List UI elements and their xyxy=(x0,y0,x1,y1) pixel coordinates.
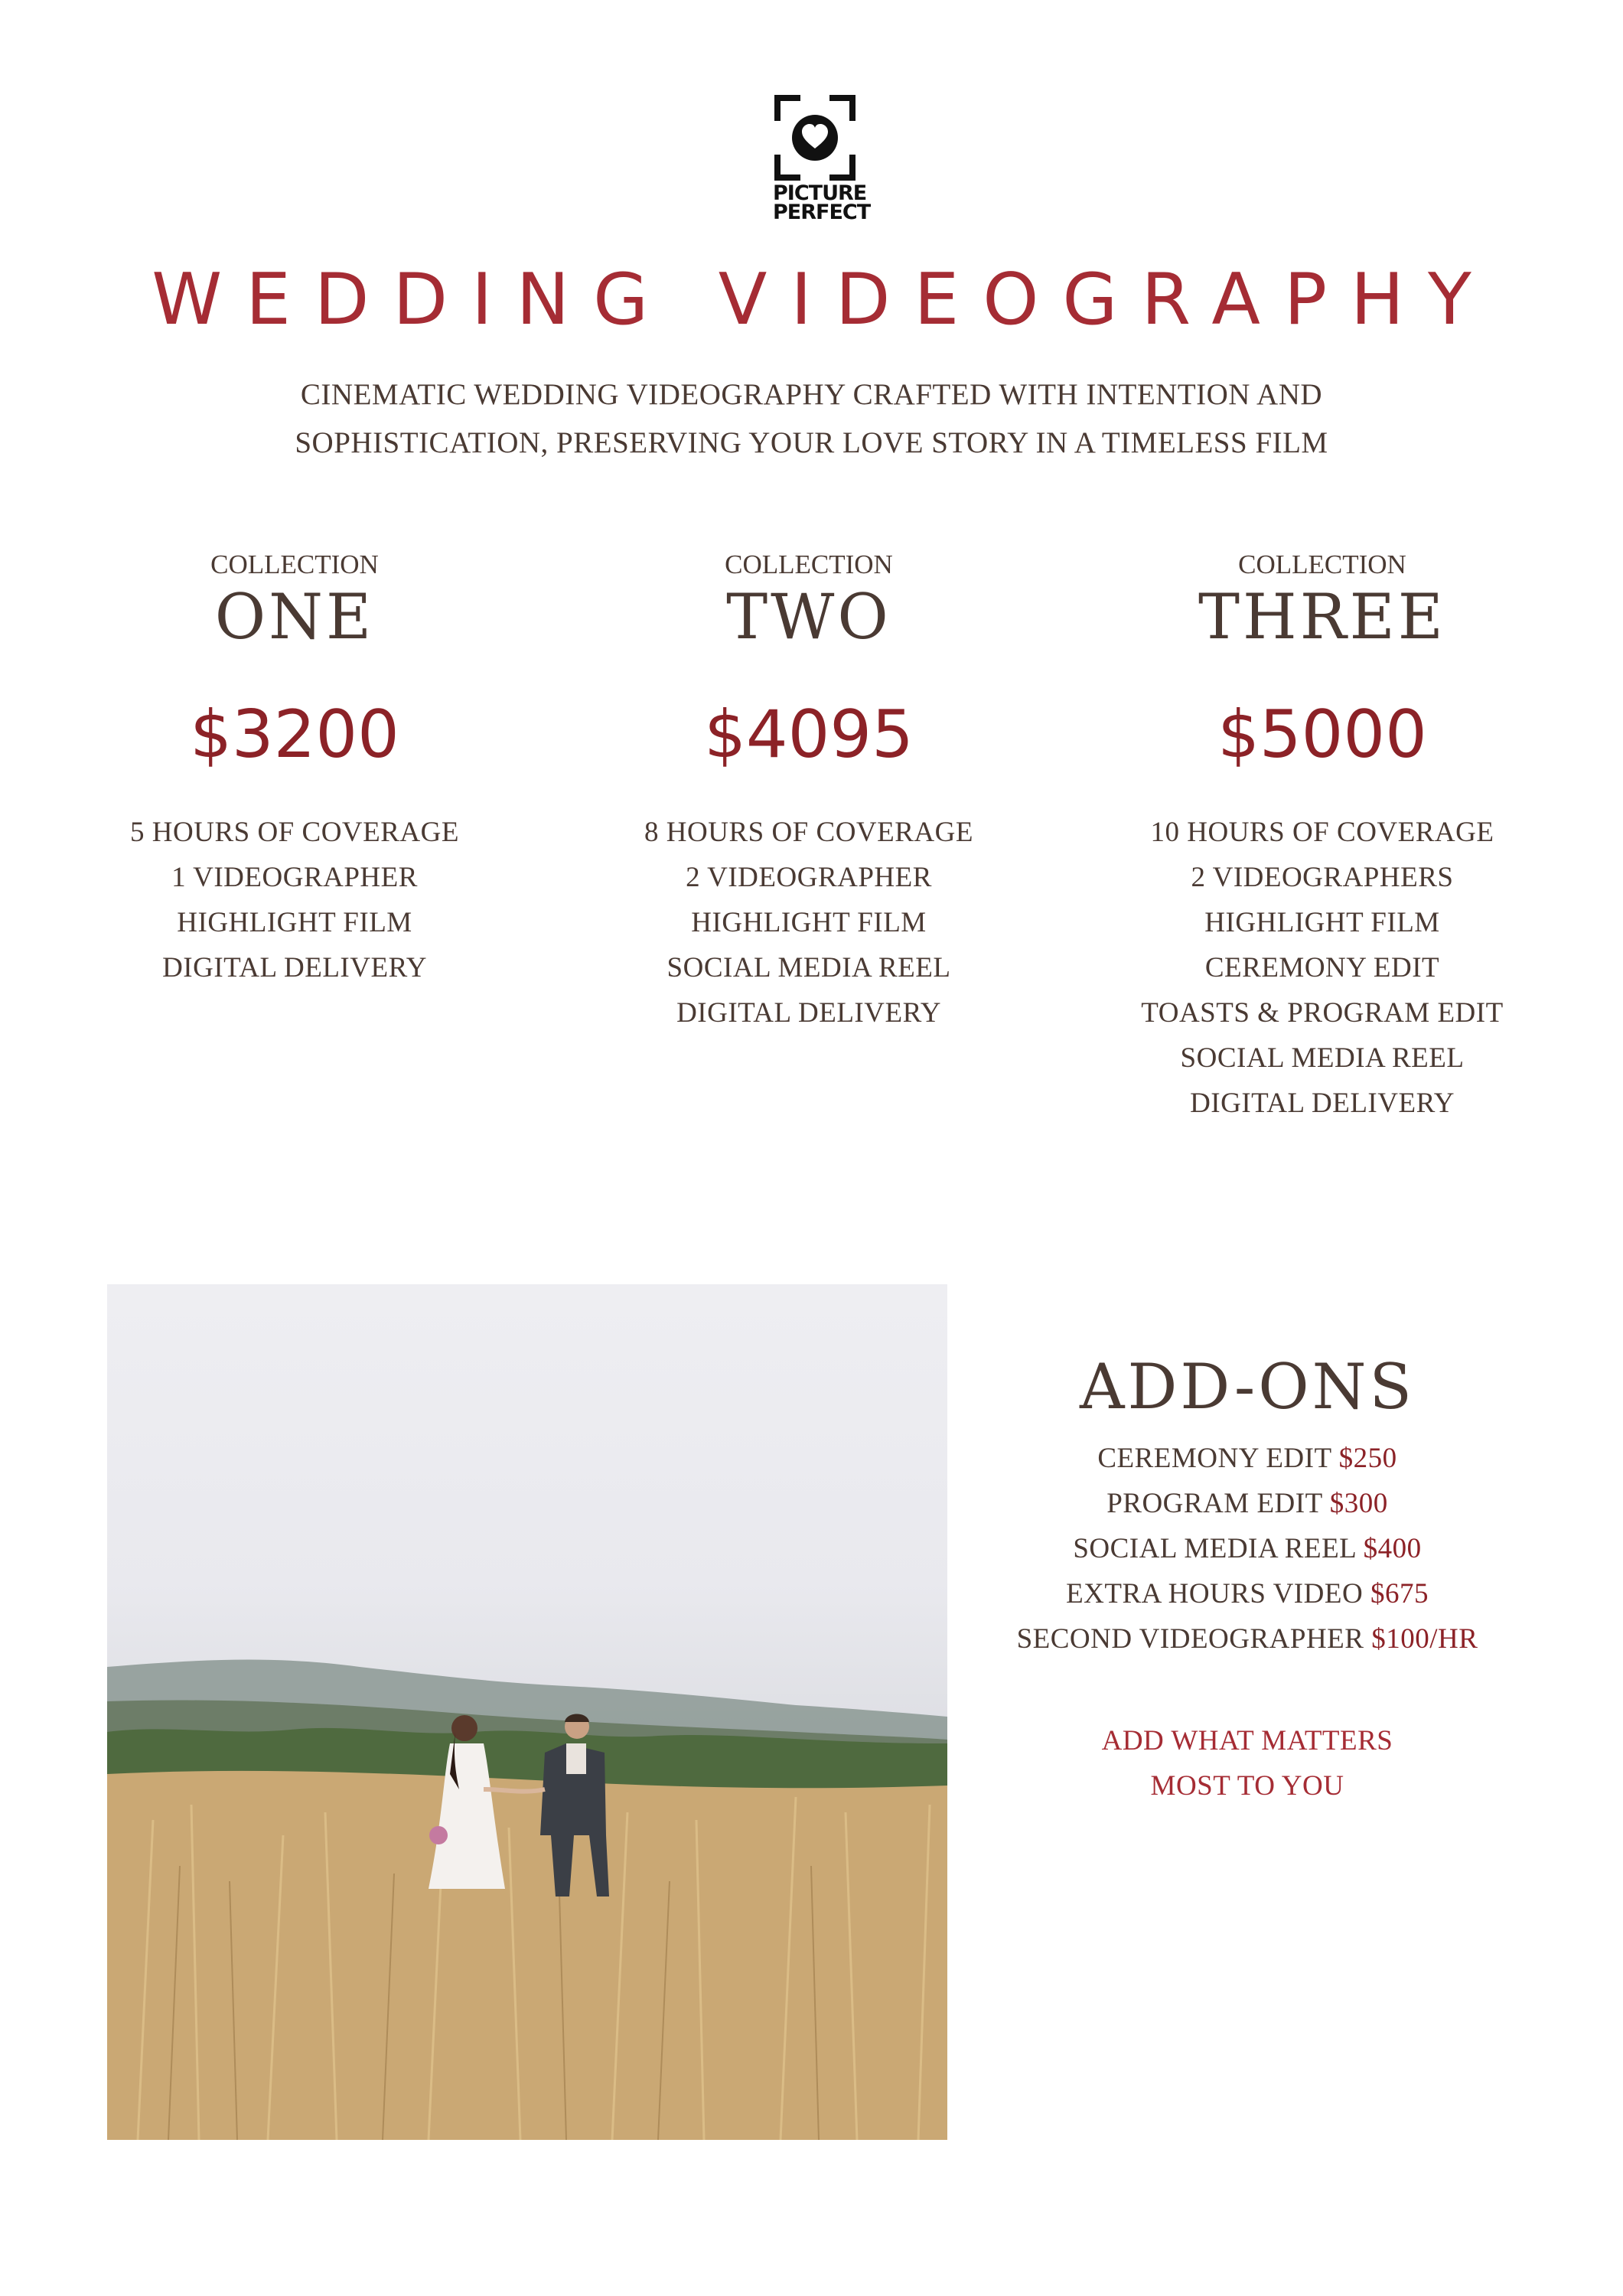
collection-price: $3200 xyxy=(190,696,399,773)
feature-item: HIGHLIGHT FILM xyxy=(177,907,412,938)
addon-price: $300 xyxy=(1329,1488,1388,1519)
addon-item xyxy=(964,1481,1530,1526)
collection-label: COLLECTION xyxy=(725,550,893,579)
addons-tagline xyxy=(964,1718,1530,1808)
feature-item: SOCIAL MEDIA REEL xyxy=(666,952,951,983)
addon-item xyxy=(964,1526,1530,1571)
collection-three xyxy=(1093,550,1552,1126)
addon-label: EXTRA HOURS VIDEO xyxy=(1066,1578,1364,1609)
collection-label: COLLECTION xyxy=(210,550,379,579)
feature-item: TOASTS & PROGRAM EDIT xyxy=(1141,997,1504,1029)
feature-item: HIGHLIGHT FILM xyxy=(691,907,927,938)
feature-item: DIGITAL DELIVERY xyxy=(1190,1088,1455,1119)
feature-item: 1 VIDEOGRAPHER xyxy=(171,862,418,893)
logo-line-2: PERFECT xyxy=(773,201,871,224)
subtitle-line-2: SOPHISTICATION, PRESERVING YOUR LOVE STORY IN A TIMELESS FILM xyxy=(295,426,1328,459)
collection-label: COLLECTION xyxy=(1238,550,1406,579)
addon-label: PROGRAM EDIT xyxy=(1106,1488,1323,1519)
feature-item: 2 VIDEOGRAPHERS xyxy=(1191,862,1454,893)
addon-item xyxy=(964,1571,1530,1616)
feature-item: HIGHLIGHT FILM xyxy=(1204,907,1440,938)
collection-price: $4095 xyxy=(704,696,914,773)
feature-item: CEREMONY EDIT xyxy=(1204,952,1440,983)
addons-list xyxy=(964,1436,1530,1662)
brand-logo xyxy=(773,95,871,233)
addon-price: $250 xyxy=(1338,1443,1397,1474)
collection-features xyxy=(579,810,1038,1035)
collection-features xyxy=(65,810,524,990)
feature-item: 8 HOURS OF COVERAGE xyxy=(644,817,973,848)
subtitle-line-1: CINEMATIC WEDDING VIDEOGRAPHY CRAFTED WITH INTENTION AND xyxy=(300,378,1323,411)
collection-features xyxy=(1093,810,1552,1126)
feature-item: SOCIAL MEDIA REEL xyxy=(1180,1042,1465,1074)
addon-label: SECOND VIDEOGRAPHER xyxy=(1016,1623,1364,1655)
tagline-line-2: MOST TO YOU xyxy=(1150,1770,1344,1802)
photo-illustration xyxy=(107,1284,947,2140)
addon-item xyxy=(964,1436,1530,1481)
collection-name: ONE xyxy=(214,582,375,654)
logo-text xyxy=(773,181,871,224)
page-title: WEDDING VIDEOGRAPHY xyxy=(152,258,1495,341)
addon-price: $100/HR xyxy=(1371,1623,1478,1655)
collection-price: $5000 xyxy=(1217,696,1427,773)
feature-item: DIGITAL DELIVERY xyxy=(676,997,941,1029)
camera-heart-icon xyxy=(774,95,855,181)
collection-two xyxy=(579,550,1038,1035)
feature-item: 5 HOURS OF COVERAGE xyxy=(130,817,459,848)
addon-price: $675 xyxy=(1370,1578,1429,1609)
collection-name: TWO xyxy=(726,582,891,654)
logo-line-1: PICTURE xyxy=(773,181,867,205)
feature-item: DIGITAL DELIVERY xyxy=(162,952,427,983)
tagline-line-1: ADD WHAT MATTERS xyxy=(1101,1725,1393,1756)
couple-photo xyxy=(107,1284,947,2140)
collection-name: THREE xyxy=(1198,582,1446,654)
addon-label: SOCIAL MEDIA REEL xyxy=(1073,1533,1356,1564)
feature-item: 2 VIDEOGRAPHER xyxy=(686,862,932,893)
addon-price: $400 xyxy=(1363,1533,1422,1564)
addon-label: CEREMONY EDIT xyxy=(1097,1443,1331,1474)
addons-title: ADD-ONS xyxy=(1079,1352,1416,1424)
addons-section xyxy=(964,1353,1530,1808)
feature-item: 10 HOURS OF COVERAGE xyxy=(1150,817,1494,848)
collection-one xyxy=(65,550,524,990)
addon-item xyxy=(964,1616,1530,1662)
page-subtitle xyxy=(0,370,1623,467)
